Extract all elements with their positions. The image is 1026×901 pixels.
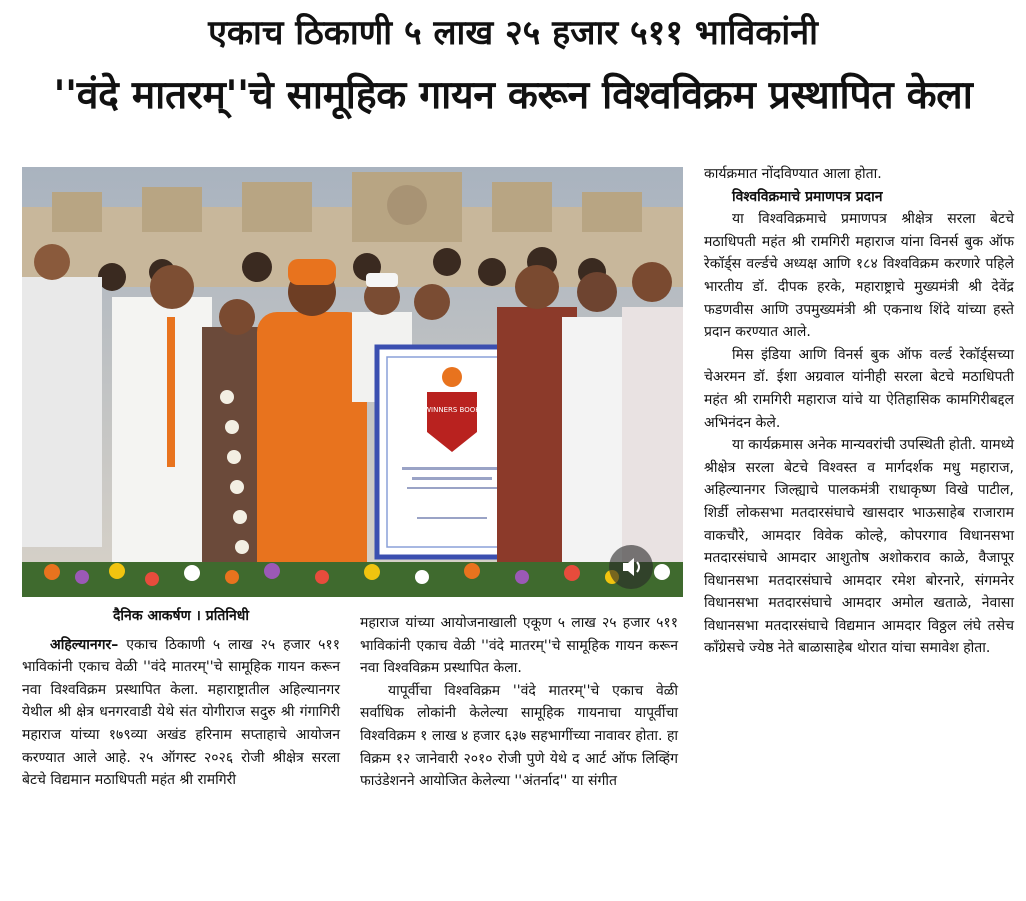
news-photo (22, 167, 683, 597)
photo-scene (22, 167, 683, 597)
article-text: एकाच ठिकाणी ५ लाख २५ हजार ५११ भाविकांनी एकाच वेळी ''वंदे मातरम्''चे सामूहिक गायन करून नवा विश्वविक्रम प्रस्थापित केला. महाराष्ट्रातील अहिल्यानगर येथील श्री क्षेत्र धनगरवाडी येथे संत योगीराज सदुरु श्री गंगागिरी महाराज यांच्या १७९व्या अखंड हरिनाम सप्ताहाचे आयोजन करण्यात आले आहे. २५ ऑगस्ट २०२६ रोजी श्रीक्षेत्र सरला बेटचे विद्यमान मठाधिपती महंत श्री रामगिरी (22, 636, 340, 789)
article-column-2 (360, 612, 678, 793)
article-column-1 (22, 605, 340, 792)
article-paragraph: महाराज यांच्या आयोजनाखाली एकूण ५ लाख २५ हजार ५११ भाविकांनी एकाच वेळी ''वंदे मातरम्''चे सामूहिक गायन करून नवा विश्वविक्रम प्रस्थापित केला. (360, 615, 678, 677)
headline-line-1: एकाच ठिकाणी ५ लाख २५ हजार ५११ भाविकांनी (208, 13, 818, 53)
article-paragraph: मिस इंडिया आणि विनर्स बुक ऑफ वर्ल्ड रेकॉर्ड्सच्या चेअरमन डॉ. ईशा अग्रवाल यांनीही सरला बेटचे मठाधिपती महंत श्री रामगिरी महाराज यांचे या ऐतिहासिक कामगिरीबद्दल अभिनंदन केले. (704, 346, 1014, 431)
article-paragraph (22, 634, 340, 792)
speaker-icon (609, 545, 653, 589)
volume-button[interactable] (609, 545, 653, 589)
article-paragraph: या कार्यक्रमास अनेक मान्यवरांची उपस्थिती होती. यामध्ये श्रीक्षेत्र सरला बेटचे विश्वस्त व मार्गदर्शक मधु महाराज, अहिल्यानगर जिल्ह्याचे पालकमंत्री राधाकृष्ण विखे पाटील, शिर्डी लोकसभा मतदारसंघाचे खासदार भाऊसाहेब राजाराम वाकचौरे, आमदार विवेक कोल्हे, कोपरगाव विधानसभा मतदारसंघाचे आमदार आशुतोष अशोकराव काळे, वैजापूर विधानसभा मतदारसंघाचे आमदार रमेश बोरनारे, संगमनेर विधानसभा मतदारसंघाचे आमदार अमोल खताळे, नेवासा विधानसभा मतदारसंघाचे विद्यमान आमदार विठ्ठल लंघे तसेच काँग्रेसचे ज्येष्ठ नेते बाळासाहेब थोरात यांचा समावेश होता. (704, 437, 1014, 657)
article-paragraph: कार्यक्रमात नोंदविण्यात आला होता. (704, 166, 882, 182)
article-paragraph: यापूर्वीचा विश्वविक्रम ''वंदे मातरम्''चे एकाच वेळी सर्वाधिक लोकांनी केलेल्या सामूहिक गायनाचा यापूर्वीचा विश्वविक्रम १ लाख ४ हजार ६३७ सहभागींच्या नावावर होता. हा विक्रम १२ जानेवारी २०१० रोजी पुणे येथे द आर्ट ऑफ लिव्हिंग फाउंडेशनने आयोजित केलेल्या ''अंतर्नाद'' या संगीत (360, 682, 678, 790)
article-column-3 (704, 163, 1014, 660)
article-paragraph: या विश्वविक्रमाचे प्रमाणपत्र श्रीक्षेत्र सरला बेटचे मठाधिपती महंत श्री रामगिरी महाराज यांना विनर्स बुक ऑफ रेकॉर्ड्स वर्ल्डचे अध्यक्ष आणि १८४ विश्वविक्रम करणारे पहिले भारतीय डॉ. दीपक हरके, महाराष्ट्राचे मुख्यमंत्री श्री देवेंद्र फडणवीस आणि उपमुख्यमंत्री श्री एकनाथ शिंदे यांच्या हस्ते प्रदान करण्यात आले. (704, 211, 1014, 341)
certificate-badge-text: WINNERS BOOK (424, 406, 480, 414)
dateline: अहिल्यानगर– (50, 636, 119, 653)
subheading: विश्वविक्रमाचे प्रमाणपत्र प्रदान (732, 188, 883, 205)
headline-line-2: ''वंदे मातरम्''चे सामूहिक गायन करून विश्वविक्रम प्रस्थापित केला (53, 73, 973, 118)
byline: दैनिक आकर्षण । प्रतिनिधी (113, 608, 249, 624)
